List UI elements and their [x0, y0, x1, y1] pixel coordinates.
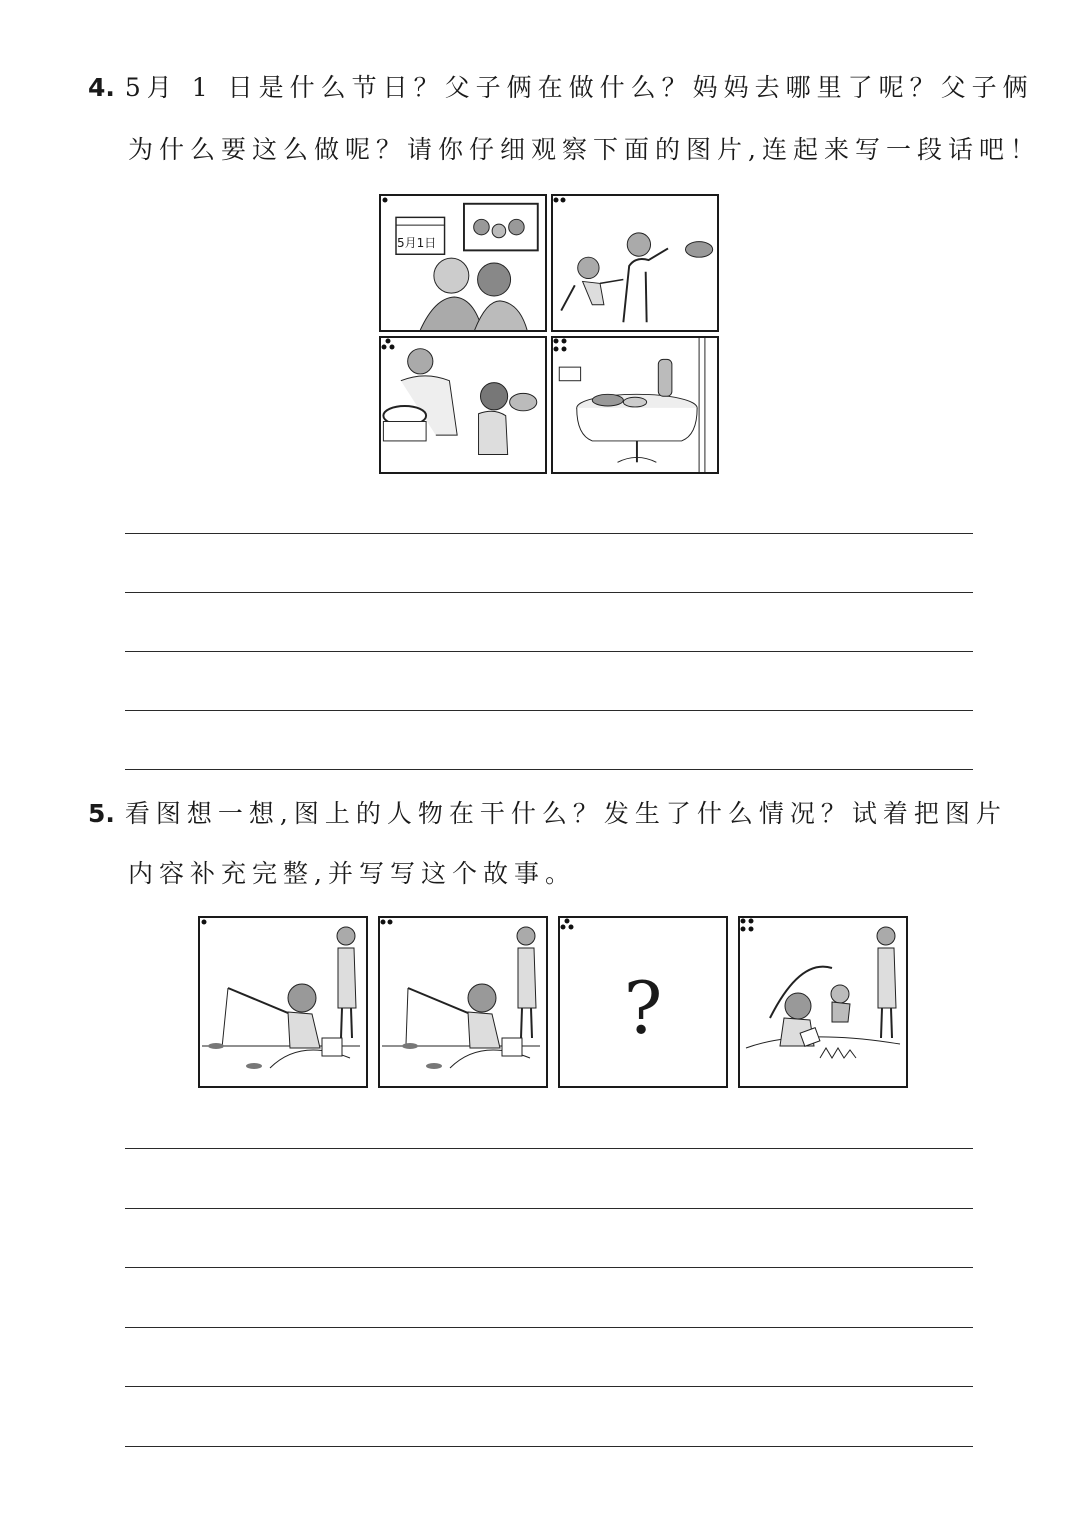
- q5-writing-line-4[interactable]: [125, 1327, 973, 1328]
- q5-picture-strip: [198, 916, 898, 1088]
- q5-text-line1: 看图想一想,图上的人物在干什么？发生了什么情况？试着把图片: [124, 799, 1007, 828]
- q5-text-line2: 内容补充完整,并写写这个故事。: [128, 859, 576, 888]
- q5-panel-3: [558, 916, 728, 1088]
- q5-panel-4: [738, 916, 908, 1088]
- q5-writing-line-1[interactable]: [125, 1148, 973, 1149]
- q4-line1: [88, 72, 1034, 104]
- q4-text-line2: 为什么要这么做呢？请你仔细观察下面的图片,连起来写一段话吧！: [128, 135, 1041, 164]
- four-dot-icon: [553, 338, 717, 472]
- q4-number: 4.: [88, 73, 115, 102]
- q4-panel-1: [379, 194, 547, 332]
- q5-panel-1: [198, 916, 368, 1088]
- two-dot-icon: [380, 918, 546, 1086]
- q4-writing-line-3[interactable]: [125, 651, 973, 652]
- q4-writing-line-2[interactable]: [125, 592, 973, 593]
- q4-text-line1: 5月 1 日是什么节日？父子俩在做什么？妈妈去哪里了呢？父子俩: [124, 73, 1034, 102]
- missing-panel-question-mark: ?: [623, 966, 663, 1050]
- q4-writing-line-1[interactable]: [125, 533, 973, 534]
- q5-writing-line-2[interactable]: [125, 1208, 973, 1209]
- q4-panel-2: [551, 194, 719, 332]
- q5-number: 5.: [88, 799, 115, 828]
- q4-panel-4: [551, 336, 719, 474]
- four-dot-icon: [740, 918, 906, 1086]
- q5-line1: [88, 798, 1007, 830]
- three-dot-icon: [381, 338, 545, 472]
- two-dot-icon: [553, 196, 717, 330]
- q4-panel-3: [379, 336, 547, 474]
- calendar-label: 5月1日: [397, 236, 437, 250]
- q5-writing-line-6[interactable]: [125, 1446, 973, 1447]
- q5-writing-line-5[interactable]: [125, 1386, 973, 1387]
- three-dot-icon: [560, 918, 726, 1086]
- q4-writing-line-4[interactable]: [125, 710, 973, 711]
- q4-picture-grid: [379, 194, 719, 474]
- q4-writing-line-5[interactable]: [125, 769, 973, 770]
- q5-writing-line-3[interactable]: [125, 1267, 973, 1268]
- q5-panel-2: [378, 916, 548, 1088]
- one-dot-icon: [381, 196, 545, 330]
- one-dot-icon: [200, 918, 366, 1086]
